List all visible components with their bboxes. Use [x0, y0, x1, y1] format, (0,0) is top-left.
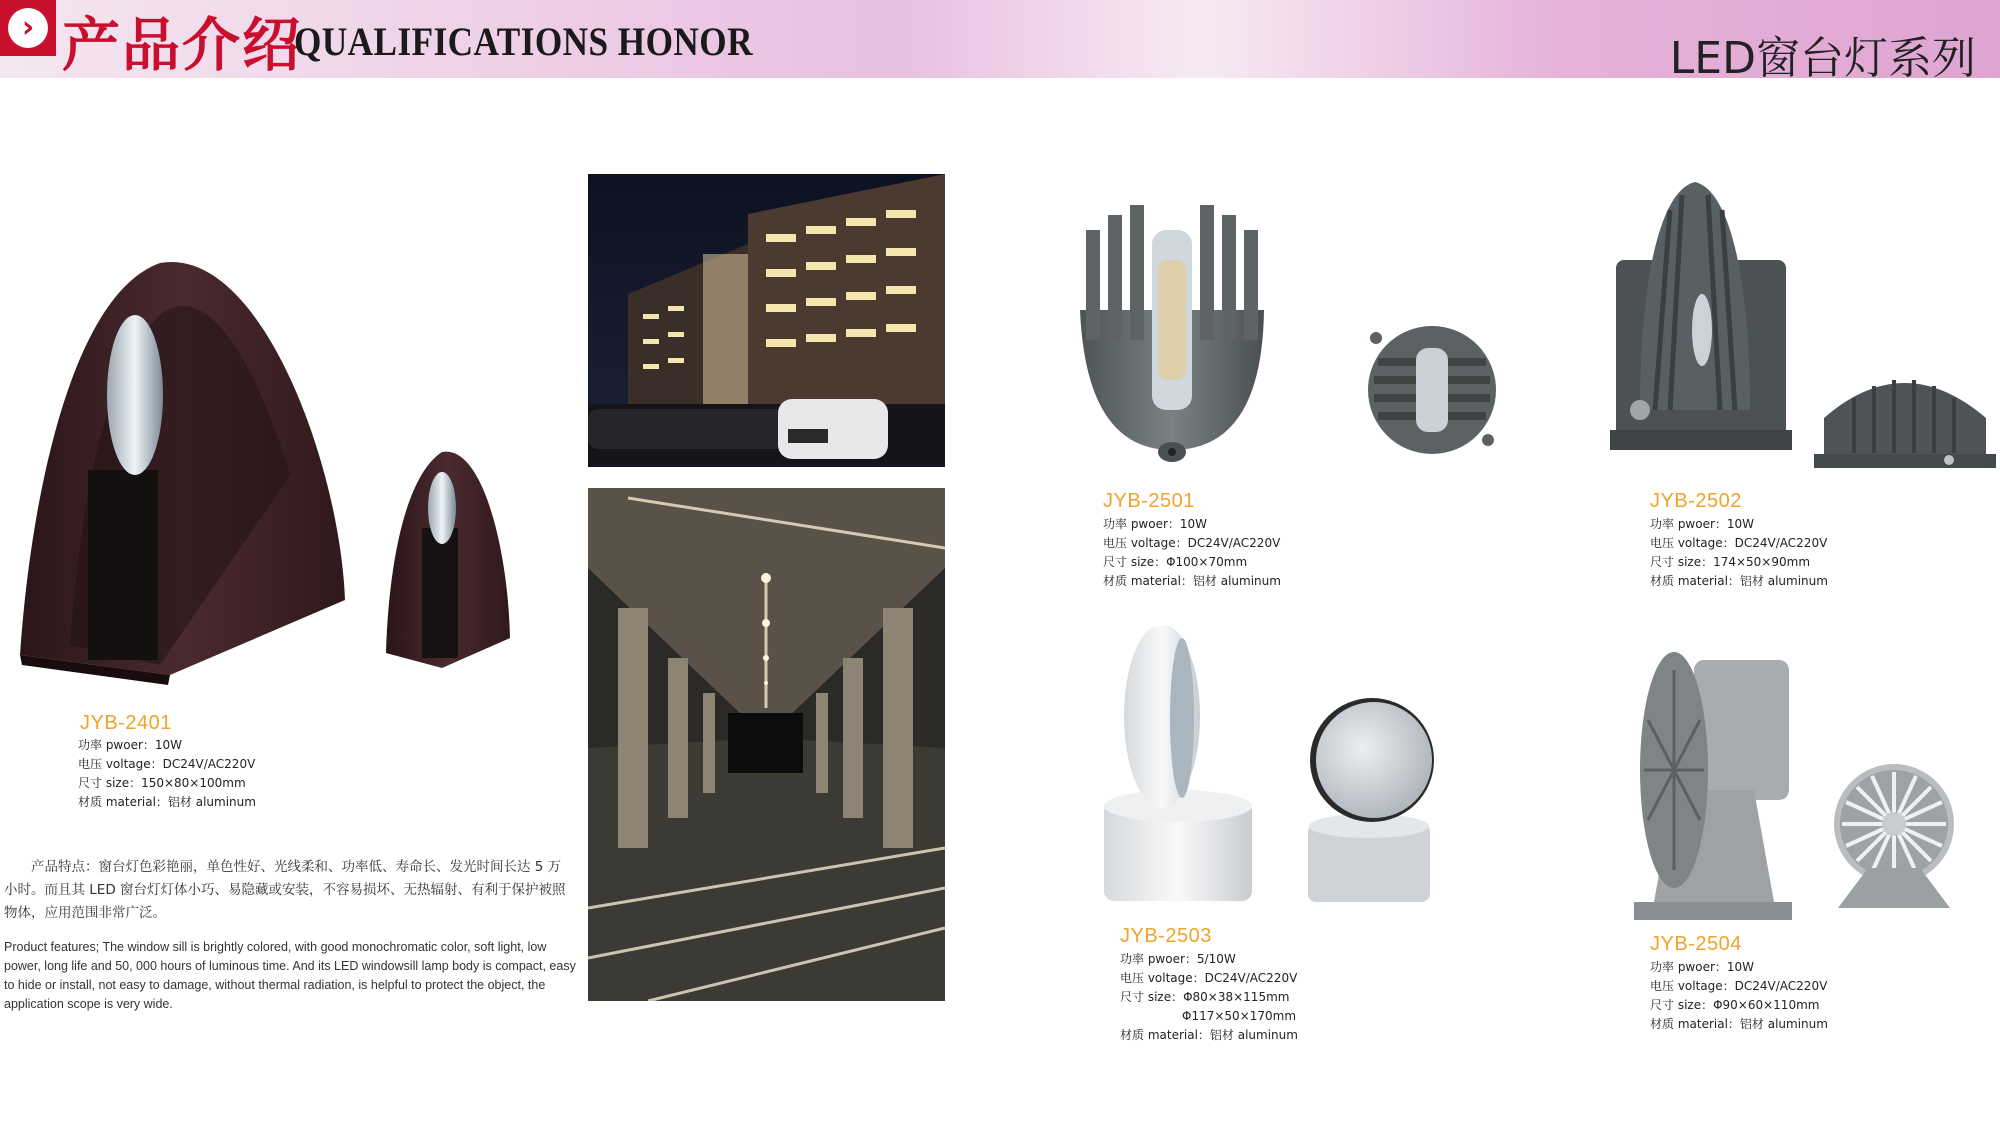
model-label-jyb-2502: JYB-2502 [1650, 490, 1742, 512]
spec-power: 功率 pwoer：10W [78, 738, 183, 752]
spec-power: 功率 pwoer：5/10W [1120, 952, 1236, 966]
product-image-jyb-2502-back [1814, 358, 1996, 470]
page-title-en: QUALIFICATIONS HONOR [294, 19, 753, 64]
spec-material: 材质 material：铝材 aluminum [1120, 1028, 1298, 1042]
spec-power: 功率 pwoer：10W [1103, 517, 1208, 531]
spec-material: 材质 material：铝材 aluminum [78, 795, 256, 809]
spec-voltage: 电压 voltage：DC24V/AC220V [78, 757, 256, 771]
product-image-jyb-2502-side [1610, 180, 1792, 462]
spec-list-jyb-2503 [1120, 950, 1298, 1045]
description-en: Product features; The window sill is brightly colored, with good monochromatic color, soft light, low power, long life and 50, 000 hours of luminous time. And its LED windowsill lamp body is compact, easy to hide or install, not easy to damage, without thermal radiation, is helpful to protect the object, the application scope is very wide. [4, 940, 576, 1011]
model-label-jyb-2501: JYB-2501 [1103, 490, 1195, 512]
spec-material: 材质 material：铝材 aluminum [1103, 574, 1281, 588]
spec-size-alt: Φ117×50×170mm [1182, 1009, 1297, 1023]
product-image-jyb-2503-front [1306, 694, 1434, 908]
product-image-jyb-2401-small [382, 448, 514, 670]
model-label-jyb-2504: JYB-2504 [1650, 933, 1742, 955]
product-image-jyb-2504-back [1828, 758, 1960, 916]
spec-list-jyb-2504 [1650, 958, 1828, 1034]
model-label-jyb-2503: JYB-2503 [1120, 925, 1212, 947]
application-photo-corridor [588, 488, 945, 1001]
spec-list-jyb-2502 [1650, 515, 1828, 591]
application-photo-building-night [588, 174, 945, 467]
spec-material: 材质 material：铝材 aluminum [1650, 574, 1828, 588]
spec-size: 尺寸 size：174×50×90mm [1650, 555, 1811, 569]
spec-voltage: 电压 voltage：DC24V/AC220V [1120, 971, 1298, 985]
page-title-cn: 产品介绍 [62, 11, 303, 79]
product-image-jyb-2504-side [1634, 640, 1792, 922]
spec-size: 尺寸 size：150×80×100mm [78, 776, 246, 790]
product-image-jyb-2503-side [1102, 626, 1254, 908]
spec-voltage: 电压 voltage：DC24V/AC220V [1650, 536, 1828, 550]
spec-list-jyb-2501 [1103, 515, 1281, 591]
header-mark [0, 0, 56, 56]
chevron-right-icon: › [8, 8, 48, 48]
spec-list-jyb-2401 [78, 736, 256, 812]
product-image-jyb-2501-side [1076, 200, 1268, 466]
product-image-jyb-2401-large [10, 255, 350, 685]
spec-power: 功率 pwoer：10W [1650, 960, 1755, 974]
spec-power: 功率 pwoer：10W [1650, 517, 1755, 531]
spec-material: 材质 material：铝材 aluminum [1650, 1017, 1828, 1031]
spec-size: 尺寸 size：Φ80×38×115mm [1120, 990, 1290, 1004]
description-cn: 产品特点：窗台灯色彩艳丽，单色性好、光线柔和、功率低、寿命长、发光时间长达 5 万小时。而且其 LED 窗台灯灯体小巧、易隐藏或安装，不容易损坏、无热辐射、有利于保护被照物体，应用范围非常广泛。 [4, 859, 566, 921]
model-label-jyb-2401: JYB-2401 [80, 712, 172, 734]
product-image-jyb-2501-front [1366, 318, 1498, 460]
spec-voltage: 电压 voltage：DC24V/AC220V [1103, 536, 1281, 550]
spec-size: 尺寸 size：Φ100×70mm [1103, 555, 1248, 569]
series-title: LED窗台灯系列 [1669, 33, 1976, 84]
spec-voltage: 电压 voltage：DC24V/AC220V [1650, 979, 1828, 993]
spec-size: 尺寸 size：Φ90×60×110mm [1650, 998, 1820, 1012]
